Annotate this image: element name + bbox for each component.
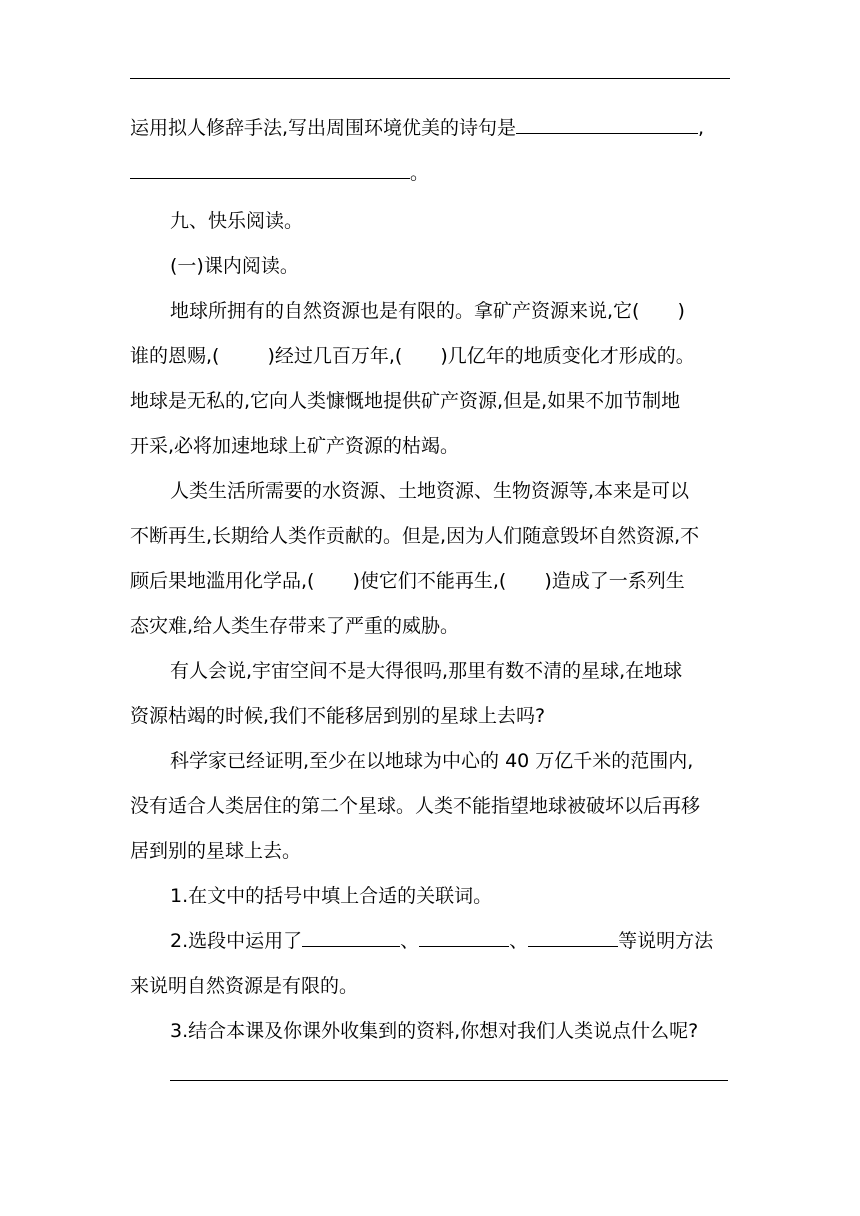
p1-text: )经过几百万年,( [267, 345, 403, 367]
q8-blank-2[interactable] [130, 160, 410, 179]
section-heading: 九、快乐阅读。 [170, 210, 304, 232]
q2-blank-2[interactable] [419, 928, 509, 947]
p1-line-3: 地球是无私的,它向人类慷慨地提供矿产资源,但是,如果不加节制地 [130, 390, 681, 412]
p4-line-3: 居到别的星球上去。 [130, 840, 302, 862]
p2-line-4: 态灾难,给人类生存带来了严重的威胁。 [130, 615, 460, 637]
question-2 [170, 928, 730, 954]
p4-line-2: 没有适合人类居住的第二个星球。人类不能指望地球被破坏以后再移 [130, 795, 701, 817]
p1-text: )几亿年的地质变化才形成的。 [440, 345, 695, 367]
p3-line-2: 资源枯竭的时候,我们不能移居到别的星球上去吗? [130, 705, 546, 727]
q8-line-2 [130, 160, 730, 186]
p1-line-2 [130, 343, 730, 369]
p1-text: 谁的恩赐,( [130, 345, 220, 367]
p1-line-1 [170, 298, 730, 324]
question-3-answer-line[interactable] [170, 1080, 728, 1081]
question-2-cont: 来说明自然资源是有限的。 [130, 975, 359, 997]
question-3: 3.结合本课及你课外收集到的资料,你想对我们人类说点什么呢? [170, 1020, 699, 1042]
q8-comma: , [698, 117, 705, 139]
q2-blank-3[interactable] [528, 928, 618, 947]
p2-line-2: 不断再生,长期给人类作贡献的。但是,因为人们随意毁坏自然资源,不 [130, 525, 700, 547]
p2-text: )造成了一系列生 [544, 570, 685, 592]
q8-blank-1[interactable] [516, 115, 698, 134]
q8-period: 。 [410, 162, 430, 184]
p1-text: ) [677, 300, 685, 322]
separator: 、 [400, 930, 420, 952]
p2-text: )使它们不能再生,( [352, 570, 507, 592]
p4-line-1: 科学家已经证明,至少在以地球为中心的 40 万亿千米的范围内, [170, 750, 694, 772]
answer-line-top [130, 78, 730, 79]
q8-line [130, 115, 730, 141]
q2-blank-1[interactable] [302, 928, 400, 947]
p2-text: 顾后果地滥用化学品,( [130, 570, 315, 592]
separator: 、 [509, 930, 529, 952]
question-2-text: 等说明方法 [618, 930, 714, 952]
p1-text: 地球所拥有的自然资源也是有限的。拿矿产资源来说,它( [170, 300, 640, 322]
p2-line-3 [130, 568, 730, 594]
q8-text: 运用拟人修辞手法,写出周围环境优美的诗句是 [130, 117, 517, 139]
question-1: 1.在文中的括号中填上合适的关联词。 [170, 885, 493, 907]
section-subheading: (一)课内阅读。 [170, 255, 299, 277]
question-2-text: 2.选段中运用了 [170, 930, 303, 952]
p2-line-1: 人类生活所需要的水资源、土地资源、生物资源等,本来是可以 [170, 480, 690, 502]
p1-line-4: 开采,必将加速地球上矿产资源的枯竭。 [130, 435, 460, 457]
p3-line-1: 有人会说,宇宙空间不是大得很吗,那里有数不清的星球,在地球 [170, 660, 683, 682]
